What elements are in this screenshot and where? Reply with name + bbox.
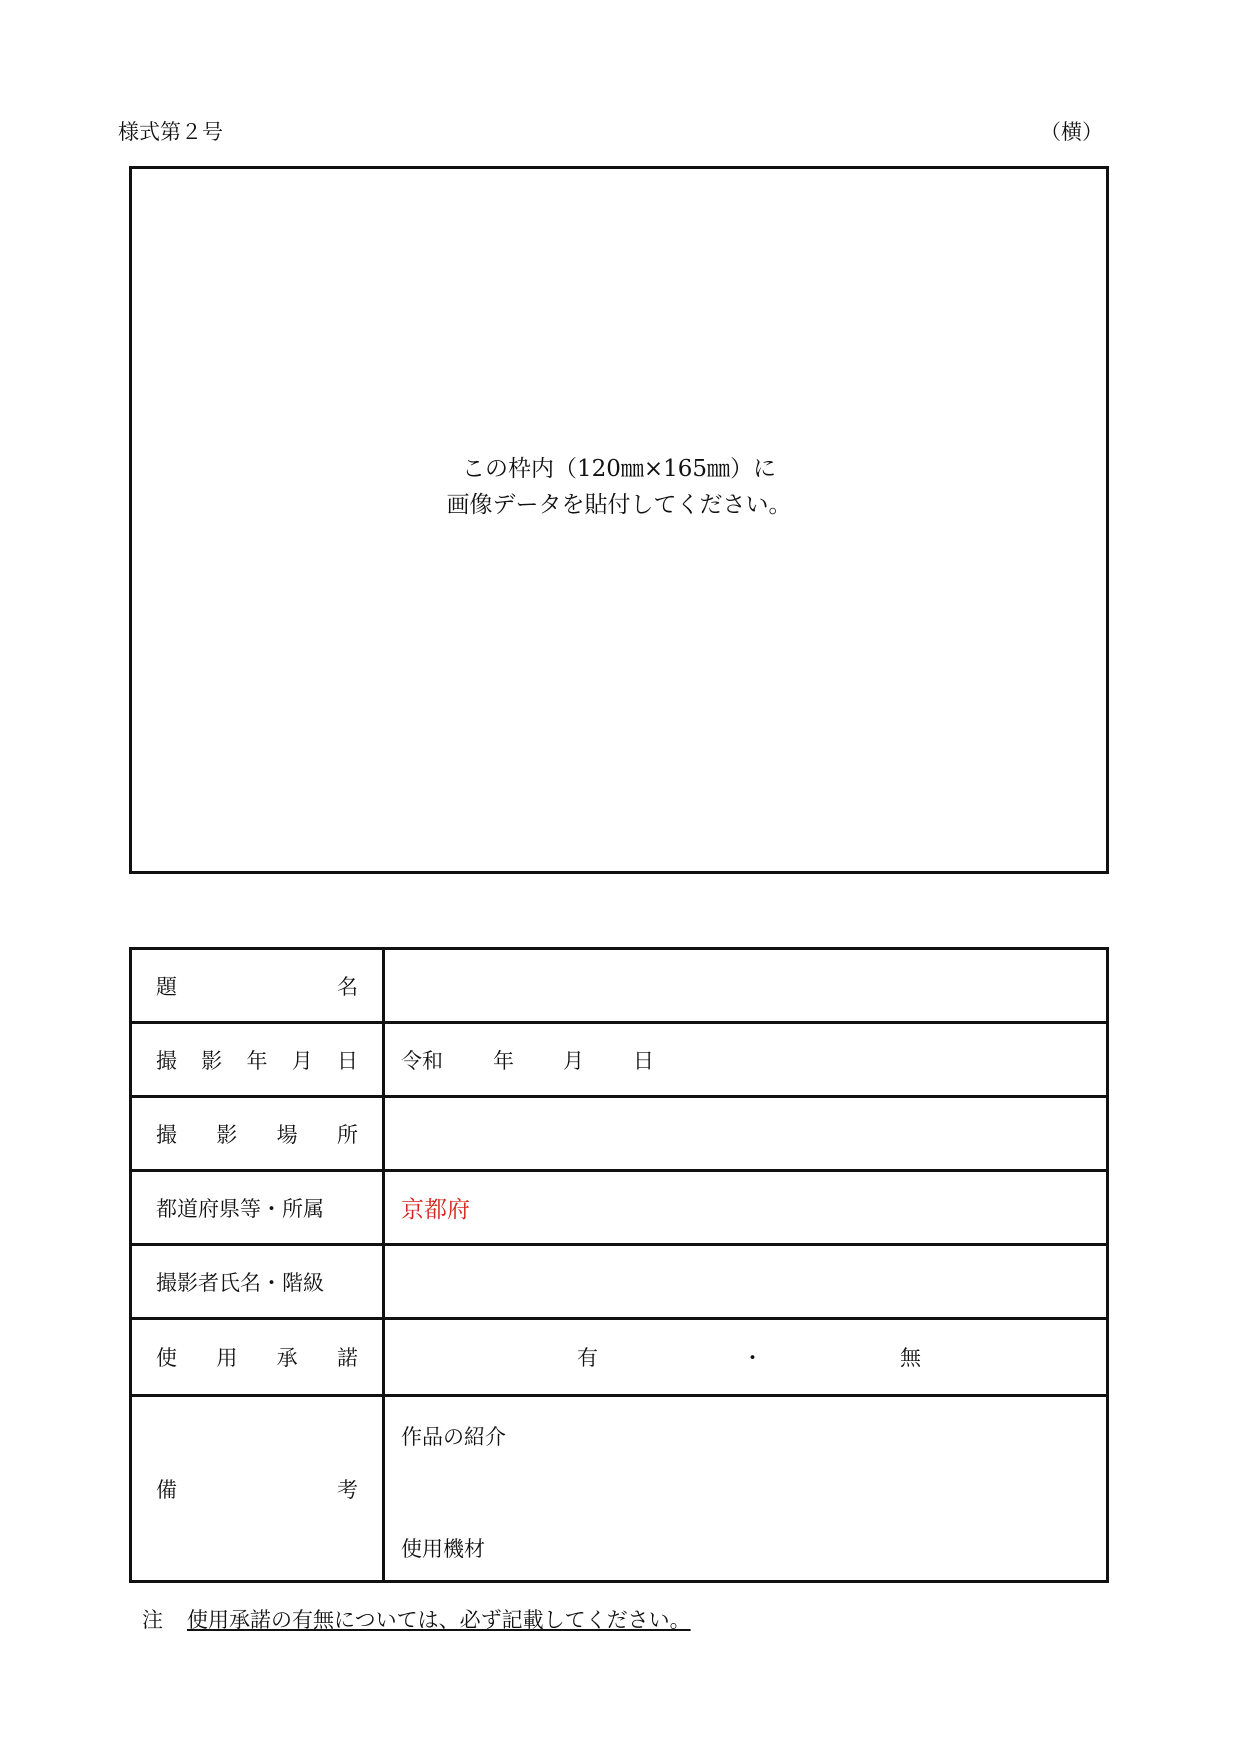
info-table [129, 947, 1109, 1583]
date-era: 令和 [401, 1048, 443, 1073]
date-field[interactable] [384, 1023, 1108, 1097]
footnote-text: 使用承諾の有無については、必ず記載してください。 [187, 1608, 691, 1632]
photo-frame[interactable] [129, 166, 1109, 874]
footnote-prefix: 注 [142, 1608, 163, 1632]
date-day-unit: 日 [633, 1048, 654, 1073]
remarks-intro-label: 作品の紹介 [401, 1425, 506, 1449]
photographer-label-cell [131, 1245, 384, 1319]
title-field[interactable] [384, 949, 1108, 1023]
remarks-field[interactable] [384, 1396, 1108, 1582]
consent-row [131, 1319, 1108, 1396]
date-year-unit: 年 [493, 1048, 514, 1073]
photo-instruction [132, 451, 1106, 523]
photo-instruction-line1: この枠内（120㎜×165㎜）に [461, 456, 777, 482]
photographer-field[interactable] [384, 1245, 1108, 1319]
photo-instruction-line2: 画像データを貼付してください。 [446, 492, 792, 518]
location-row [131, 1097, 1108, 1171]
photographer-label: 撮影者氏名・階級 [156, 1270, 324, 1295]
prefecture-value: 京都府 [401, 1197, 470, 1223]
footnote [142, 1604, 691, 1634]
date-month-unit: 月 [563, 1048, 584, 1073]
title-label: 題 名 [156, 974, 358, 999]
prefecture-field[interactable] [384, 1171, 1108, 1245]
date-label: 撮 影 年 月 日 [156, 1048, 358, 1073]
prefecture-row [131, 1171, 1108, 1245]
location-field[interactable] [384, 1097, 1108, 1171]
consent-separator: ・ [742, 1346, 763, 1370]
remarks-label: 備 考 [156, 1477, 358, 1502]
remarks-label-cell [131, 1396, 384, 1582]
form-number: 様式第２号 [118, 120, 223, 144]
date-row [131, 1023, 1108, 1097]
remarks-equipment-label: 使用機材 [401, 1537, 485, 1561]
title-label-cell [131, 949, 384, 1023]
prefecture-label-cell [131, 1171, 384, 1245]
prefecture-label: 都道府県等・所属 [156, 1196, 324, 1221]
date-label-cell [131, 1023, 384, 1097]
location-label: 撮 影 場 所 [156, 1122, 358, 1147]
consent-no[interactable]: 無 [900, 1346, 921, 1370]
orientation-label: （横） [1040, 120, 1103, 144]
consent-yes[interactable]: 有 [577, 1346, 598, 1370]
photographer-row [131, 1245, 1108, 1319]
title-row [131, 949, 1108, 1023]
consent-label-cell [131, 1319, 384, 1396]
consent-label: 使 用 承 諾 [156, 1346, 358, 1370]
consent-field [384, 1319, 1108, 1396]
location-label-cell [131, 1097, 384, 1171]
remarks-row [131, 1396, 1108, 1582]
